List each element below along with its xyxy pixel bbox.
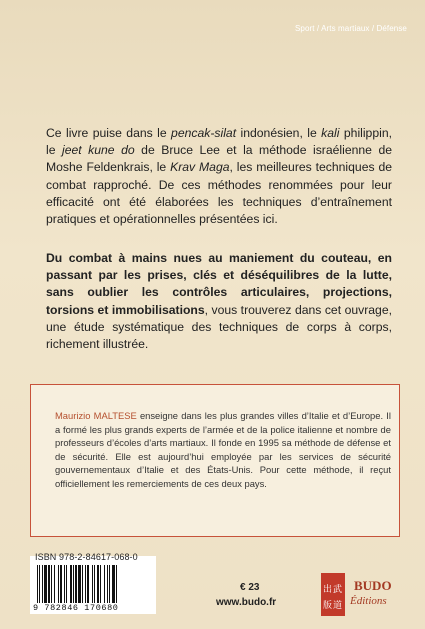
barcode-bar	[116, 565, 117, 603]
barcode-bar	[44, 565, 47, 603]
author-name: Maurizio MALTESE	[55, 410, 137, 421]
p1-seg: indonésien, le	[236, 126, 322, 140]
seal-glyphs	[322, 574, 344, 615]
barcode-bar	[73, 565, 74, 603]
author-bio	[55, 409, 391, 490]
p1-seg: , les meilleures techniques de combat rapproché. De ces méthodes renommées pour leur efficacité ont été élaborées les techniques d’entraînement pratiques et opérationnelles présentées ici.	[46, 160, 393, 227]
barcode-bar	[100, 565, 101, 603]
barcode-bar	[48, 565, 50, 603]
category-label: Sport / Arts martiaux / Défense	[294, 24, 407, 33]
barcode-bar	[70, 565, 72, 603]
barcode-bar	[97, 565, 99, 603]
barcode-bar	[64, 565, 65, 603]
description-paragraph-1	[46, 125, 392, 228]
p1-italic-term: pencak-silat	[171, 126, 237, 140]
barcode-bar	[78, 565, 81, 603]
p1-seg: philippin, le	[46, 126, 392, 158]
barcode-bar	[51, 565, 52, 603]
p1-seg: Ce livre puise dans le	[46, 126, 172, 140]
p1-italic-term: kali	[321, 126, 340, 140]
seal-char: 武	[333, 585, 343, 595]
seal-logo-icon	[321, 573, 345, 616]
p1-italic-term: jeet kune do	[62, 143, 135, 158]
barcode-bar	[37, 565, 38, 603]
barcode-bar	[60, 565, 62, 603]
barcode-bar	[109, 565, 110, 603]
publisher-name: BUDO	[354, 578, 392, 593]
barcode-bar	[85, 565, 86, 603]
price-label: € 23	[240, 582, 260, 593]
barcode-graphic	[37, 565, 147, 603]
barcode-digits: 9 782846 170680	[33, 603, 119, 613]
barcode-bar	[87, 565, 89, 603]
barcode-bar	[42, 565, 43, 603]
barcode-bar	[94, 565, 95, 603]
p1-seg: de Bruce Lee et la méthode israélienne de Moshe Feldenkrais, le	[46, 143, 392, 175]
isbn-label: ISBN 978-2-84617-068-0	[35, 552, 138, 562]
barcode-bar	[75, 565, 77, 603]
bio-text: enseigne dans les plus grandes villes d’Italie et d’Europe. Il a formé les plus grands experts de l’armée et de la police italienne et nombre de professeurs d’écoles d’arts martiaux. Il fonde en 1995 sa méthode de défense et de sécurité. Elle est aujourd’hui employée par les services de sécurité gouvernementaux d’Italie et des États-Unis. Pour cette méthode, il reçut officiellement les remerciements de ces deux pays.	[55, 410, 391, 489]
barcode-bar	[107, 565, 108, 603]
p1-italic-term: Krav Maga	[170, 160, 230, 175]
barcode-bar	[92, 565, 93, 603]
barcode-bar	[39, 565, 40, 603]
website-url: www.budo.fr	[216, 597, 277, 608]
p2-rest-text: , vous trouverez dans cet ouvrage, une étude systématique des techniques de corps à corps, richement illustrée.	[46, 302, 392, 352]
barcode-bar	[104, 565, 105, 603]
seal-char: 版	[323, 601, 333, 611]
p2-bold-text: Du combat à mains nues au maniement du couteau, en passant par les prises, clés et déséquilibres de la lutte, sans oublier les contrôles articulaires, projections, torsions et immobilisations	[46, 251, 392, 317]
publisher-subtitle: Éditions	[350, 595, 387, 607]
barcode-bar	[54, 565, 55, 603]
seal-char: 道	[333, 601, 343, 611]
seal-char: 出	[323, 585, 333, 595]
barcode-bar	[82, 565, 83, 603]
barcode-bar	[112, 565, 115, 603]
description-paragraph-2	[46, 250, 392, 353]
barcode-bar	[66, 565, 67, 603]
barcode-bar	[58, 565, 59, 603]
